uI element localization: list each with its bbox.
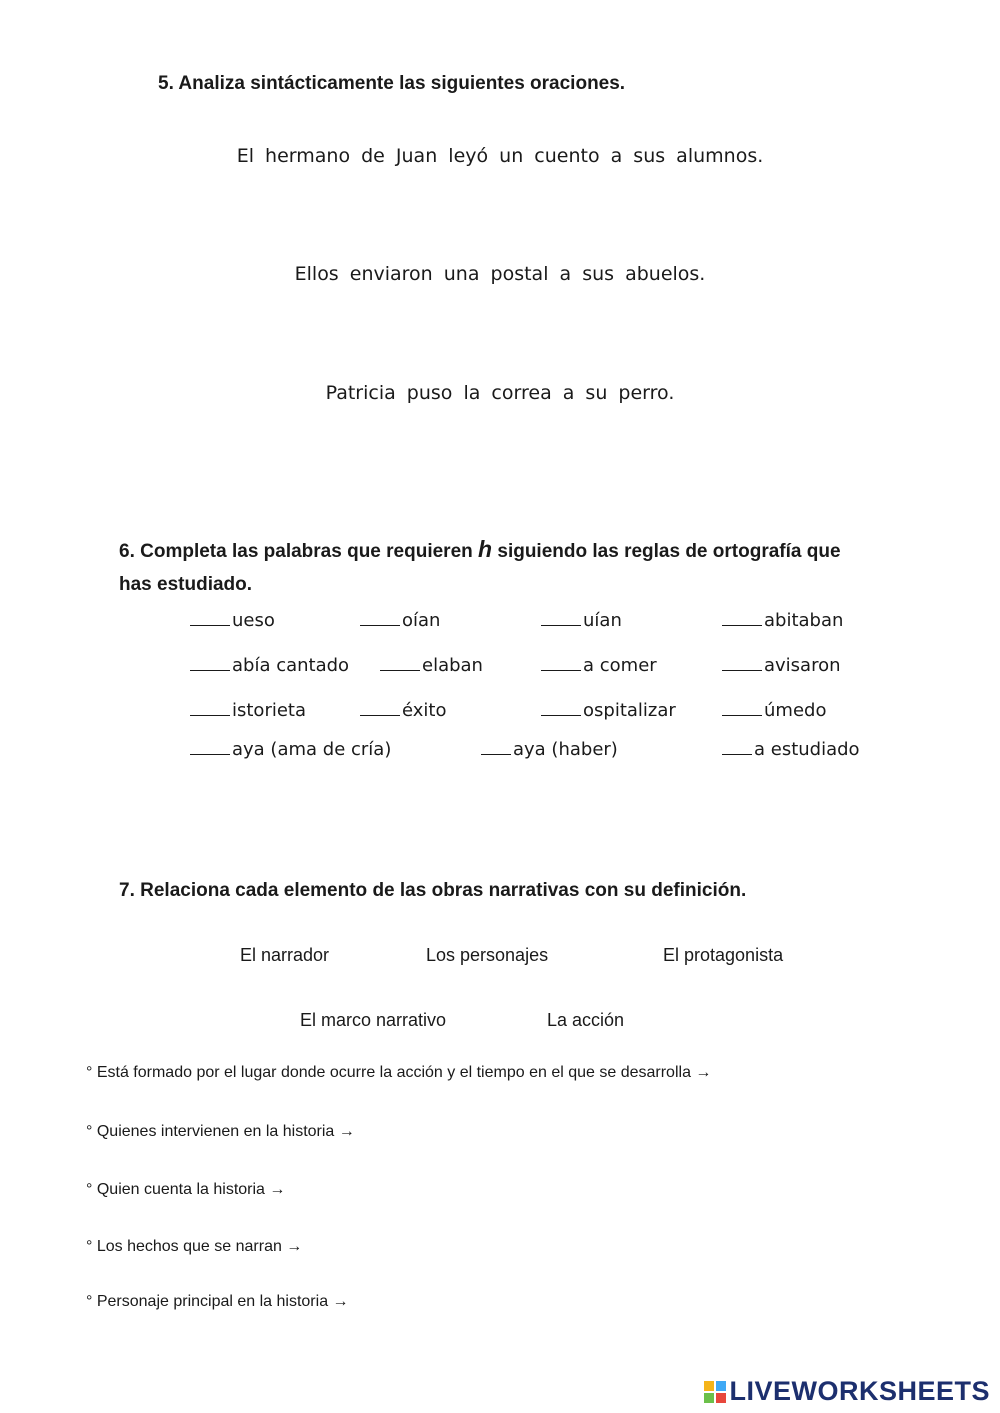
definition-narrador: ° Quien cuenta la historia →	[86, 1181, 286, 1198]
liveworksheets-logo-text: LIVEWORKSHEETS	[729, 1376, 990, 1406]
word-blank[interactable]: ueso	[190, 610, 275, 631]
section-6-title	[119, 536, 841, 563]
word-blank[interactable]: uían	[541, 610, 622, 631]
word-blank[interactable]: úmedo	[722, 700, 826, 721]
word-blank[interactable]: oían	[360, 610, 440, 631]
liveworksheets-logo	[703, 1376, 990, 1407]
liveworksheets-logo-icon	[703, 1380, 727, 1404]
word-blank[interactable]: istorieta	[190, 700, 306, 721]
definition-protagonista: ° Personaje principal en la historia →	[86, 1293, 349, 1310]
word-blank[interactable]: a estudiado	[722, 739, 860, 760]
sentence-2: Ellos enviaron una postal a sus abuelos.	[294, 263, 706, 285]
sentence-1: El hermano de Juan leyó un cuento a sus alumnos.	[236, 145, 764, 167]
definition-marco: ° Está formado por el lugar donde ocurre la acción y el tiempo en el que se desarrolla →	[86, 1064, 712, 1081]
word-blank[interactable]: avisaron	[722, 655, 841, 676]
section-7-title: 7. Relaciona cada elemento de las obras narrativas con su definición.	[119, 880, 747, 901]
h-letter: h	[478, 536, 493, 562]
definition-personajes: ° Quienes intervienen en la historia →	[86, 1123, 355, 1140]
word-blank[interactable]: abía cantado	[190, 655, 349, 676]
word-blank[interactable]: a comer	[541, 655, 657, 676]
word-blank[interactable]: éxito	[360, 700, 446, 721]
term-protagonista[interactable]: El protagonista	[663, 945, 784, 965]
word-blank[interactable]: aya (ama de cría)	[190, 739, 391, 760]
term-narrador[interactable]: El narrador	[240, 945, 330, 965]
term-personajes[interactable]: Los personajes	[426, 945, 549, 965]
section-6-title-line2: has estudiado.	[119, 574, 253, 595]
word-blank[interactable]: abitaban	[722, 610, 843, 631]
term-marco-narrativo[interactable]: El marco narrativo	[300, 1010, 447, 1030]
word-blank[interactable]: aya (haber)	[481, 739, 618, 760]
term-accion[interactable]: La acción	[547, 1010, 625, 1030]
section-6-title-part2: siguiendo las reglas de ortografía que	[497, 541, 841, 562]
word-blank[interactable]: elaban	[380, 655, 483, 676]
word-blank[interactable]: ospitalizar	[541, 700, 676, 721]
definition-accion: ° Los hechos que se narran →	[86, 1238, 303, 1255]
section-6-title-part1: 6. Completa las palabras que requieren	[119, 541, 473, 562]
section-5-title: 5. Analiza sintácticamente las siguientes oraciones.	[158, 73, 626, 94]
sentence-3: Patricia puso la correa a su perro.	[325, 382, 675, 404]
